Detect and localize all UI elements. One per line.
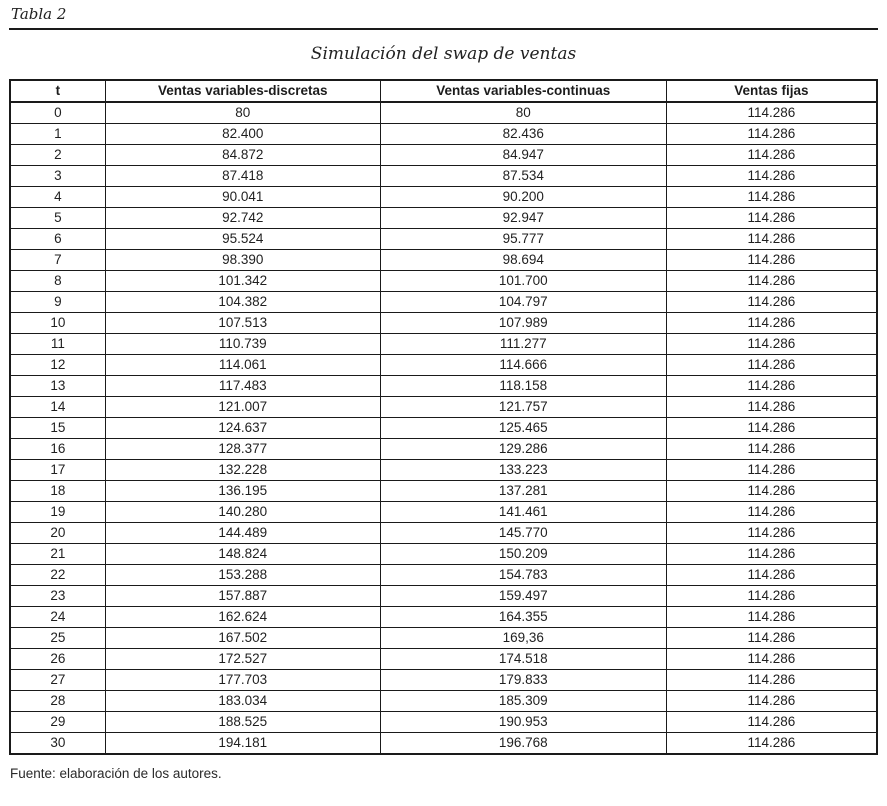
cell-ventas-fijas: 114.286	[666, 565, 877, 586]
cell-t: 13	[10, 376, 105, 397]
cell-ventas-variables-continuas: 107.989	[380, 313, 666, 334]
table-row	[10, 502, 877, 523]
cell-ventas-variables-discretas: 136.195	[105, 481, 380, 502]
cell-ventas-variables-discretas: 188.525	[105, 712, 380, 733]
cell-ventas-variables-discretas: 90.041	[105, 187, 380, 208]
table-row	[10, 124, 877, 145]
cell-t: 19	[10, 502, 105, 523]
cell-t: 27	[10, 670, 105, 691]
cell-t: 23	[10, 586, 105, 607]
cell-ventas-fijas: 114.286	[666, 649, 877, 670]
cell-ventas-variables-continuas: 196.768	[380, 733, 666, 755]
table-title: Simulación del swap de ventas	[310, 44, 577, 64]
cell-ventas-variables-discretas: 183.034	[105, 691, 380, 712]
table-row	[10, 313, 877, 334]
cell-ventas-variables-continuas: 133.223	[380, 460, 666, 481]
cell-ventas-variables-continuas: 145.770	[380, 523, 666, 544]
cell-t: 20	[10, 523, 105, 544]
cell-ventas-variables-discretas: 128.377	[105, 439, 380, 460]
cell-ventas-variables-discretas: 84.872	[105, 145, 380, 166]
cell-t: 30	[10, 733, 105, 755]
column-header-ventas-fijas: Ventas fijas	[666, 80, 877, 102]
cell-ventas-variables-continuas: 129.286	[380, 439, 666, 460]
cell-t: 11	[10, 334, 105, 355]
cell-t: 29	[10, 712, 105, 733]
cell-ventas-variables-continuas: 98.694	[380, 250, 666, 271]
cell-ventas-variables-continuas: 104.797	[380, 292, 666, 313]
table-row	[10, 208, 877, 229]
table-row	[10, 292, 877, 313]
cell-ventas-variables-discretas: 110.739	[105, 334, 380, 355]
cell-t: 3	[10, 166, 105, 187]
cell-ventas-fijas: 114.286	[666, 102, 877, 124]
cell-ventas-fijas: 114.286	[666, 523, 877, 544]
cell-ventas-variables-discretas: 87.418	[105, 166, 380, 187]
cell-t: 21	[10, 544, 105, 565]
table-row	[10, 376, 877, 397]
cell-ventas-variables-continuas: 125.465	[380, 418, 666, 439]
cell-ventas-fijas: 114.286	[666, 229, 877, 250]
cell-ventas-variables-continuas: 150.209	[380, 544, 666, 565]
cell-ventas-fijas: 114.286	[666, 334, 877, 355]
simulation-table	[9, 79, 878, 755]
cell-ventas-variables-discretas: 101.342	[105, 271, 380, 292]
cell-t: 15	[10, 418, 105, 439]
cell-ventas-variables-continuas: 179.833	[380, 670, 666, 691]
table-row	[10, 586, 877, 607]
cell-ventas-variables-discretas: 167.502	[105, 628, 380, 649]
table-row	[10, 670, 877, 691]
table-row	[10, 166, 877, 187]
table-row	[10, 355, 877, 376]
cell-t: 12	[10, 355, 105, 376]
cell-ventas-fijas: 114.286	[666, 712, 877, 733]
cell-t: 17	[10, 460, 105, 481]
cell-ventas-fijas: 114.286	[666, 250, 877, 271]
cell-ventas-fijas: 114.286	[666, 376, 877, 397]
cell-ventas-fijas: 114.286	[666, 544, 877, 565]
table-row	[10, 565, 877, 586]
cell-ventas-variables-continuas: 114.666	[380, 355, 666, 376]
cell-ventas-variables-continuas: 159.497	[380, 586, 666, 607]
cell-ventas-fijas: 114.286	[666, 313, 877, 334]
cell-ventas-variables-discretas: 82.400	[105, 124, 380, 145]
cell-t: 2	[10, 145, 105, 166]
cell-ventas-variables-continuas: 169,36	[380, 628, 666, 649]
cell-ventas-variables-discretas: 114.061	[105, 355, 380, 376]
cell-ventas-variables-continuas: 87.534	[380, 166, 666, 187]
cell-ventas-fijas: 114.286	[666, 271, 877, 292]
cell-ventas-fijas: 114.286	[666, 733, 877, 755]
cell-t: 8	[10, 271, 105, 292]
cell-ventas-variables-continuas: 95.777	[380, 229, 666, 250]
cell-ventas-variables-continuas: 164.355	[380, 607, 666, 628]
cell-ventas-fijas: 114.286	[666, 145, 877, 166]
table-row	[10, 544, 877, 565]
cell-ventas-variables-continuas: 121.757	[380, 397, 666, 418]
cell-t: 14	[10, 397, 105, 418]
cell-ventas-variables-discretas: 194.181	[105, 733, 380, 755]
header-rule	[9, 28, 878, 30]
cell-ventas-variables-discretas: 172.527	[105, 649, 380, 670]
cell-t: 0	[10, 102, 105, 124]
cell-ventas-variables-continuas: 154.783	[380, 565, 666, 586]
cell-t: 22	[10, 565, 105, 586]
cell-ventas-fijas: 114.286	[666, 586, 877, 607]
cell-ventas-variables-discretas: 148.824	[105, 544, 380, 565]
cell-ventas-variables-continuas: 137.281	[380, 481, 666, 502]
cell-ventas-variables-continuas: 141.461	[380, 502, 666, 523]
cell-t: 26	[10, 649, 105, 670]
table-row	[10, 460, 877, 481]
cell-ventas-variables-discretas: 124.637	[105, 418, 380, 439]
table-row	[10, 628, 877, 649]
cell-t: 5	[10, 208, 105, 229]
cell-ventas-variables-discretas: 132.228	[105, 460, 380, 481]
cell-ventas-fijas: 114.286	[666, 187, 877, 208]
cell-ventas-variables-discretas: 140.280	[105, 502, 380, 523]
cell-ventas-variables-discretas: 104.382	[105, 292, 380, 313]
cell-t: 7	[10, 250, 105, 271]
cell-ventas-variables-continuas: 118.158	[380, 376, 666, 397]
table-row	[10, 250, 877, 271]
cell-ventas-variables-discretas: 177.703	[105, 670, 380, 691]
table-header-row	[10, 80, 877, 102]
cell-t: 4	[10, 187, 105, 208]
cell-ventas-variables-continuas: 90.200	[380, 187, 666, 208]
table-row	[10, 649, 877, 670]
table-row	[10, 481, 877, 502]
cell-ventas-variables-discretas: 144.489	[105, 523, 380, 544]
cell-t: 25	[10, 628, 105, 649]
cell-ventas-variables-continuas: 92.947	[380, 208, 666, 229]
table-row	[10, 439, 877, 460]
cell-ventas-variables-continuas: 80	[380, 102, 666, 124]
cell-t: 24	[10, 607, 105, 628]
cell-t: 16	[10, 439, 105, 460]
cell-ventas-variables-discretas: 92.742	[105, 208, 380, 229]
cell-t: 6	[10, 229, 105, 250]
cell-ventas-variables-continuas: 84.947	[380, 145, 666, 166]
cell-ventas-fijas: 114.286	[666, 292, 877, 313]
cell-ventas-fijas: 114.286	[666, 670, 877, 691]
table-row	[10, 334, 877, 355]
table-row	[10, 187, 877, 208]
cell-ventas-fijas: 114.286	[666, 418, 877, 439]
table-row	[10, 712, 877, 733]
cell-ventas-variables-discretas: 153.288	[105, 565, 380, 586]
cell-ventas-variables-continuas: 185.309	[380, 691, 666, 712]
cell-ventas-variables-discretas: 95.524	[105, 229, 380, 250]
cell-ventas-fijas: 114.286	[666, 628, 877, 649]
cell-ventas-variables-discretas: 121.007	[105, 397, 380, 418]
cell-ventas-variables-discretas: 162.624	[105, 607, 380, 628]
cell-t: 10	[10, 313, 105, 334]
cell-ventas-fijas: 114.286	[666, 481, 877, 502]
table-row	[10, 229, 877, 250]
cell-t: 18	[10, 481, 105, 502]
table-row	[10, 271, 877, 292]
table-row	[10, 523, 877, 544]
cell-ventas-fijas: 114.286	[666, 607, 877, 628]
table-row	[10, 733, 877, 755]
table-row	[10, 418, 877, 439]
cell-ventas-variables-continuas: 190.953	[380, 712, 666, 733]
cell-ventas-variables-discretas: 157.887	[105, 586, 380, 607]
column-header-ventas-variables-discretas: Ventas variables-discretas	[105, 80, 380, 102]
cell-ventas-fijas: 114.286	[666, 397, 877, 418]
cell-ventas-variables-discretas: 117.483	[105, 376, 380, 397]
cell-t: 28	[10, 691, 105, 712]
cell-ventas-variables-discretas: 107.513	[105, 313, 380, 334]
table-row	[10, 145, 877, 166]
cell-ventas-fijas: 114.286	[666, 124, 877, 145]
table-row	[10, 607, 877, 628]
cell-t: 1	[10, 124, 105, 145]
cell-ventas-variables-discretas: 80	[105, 102, 380, 124]
cell-ventas-fijas: 114.286	[666, 691, 877, 712]
table-body	[10, 102, 877, 754]
cell-ventas-fijas: 114.286	[666, 208, 877, 229]
cell-ventas-fijas: 114.286	[666, 502, 877, 523]
cell-ventas-variables-continuas: 82.436	[380, 124, 666, 145]
cell-ventas-variables-continuas: 101.700	[380, 271, 666, 292]
cell-ventas-fijas: 114.286	[666, 166, 877, 187]
table-row	[10, 691, 877, 712]
source-note: Fuente: elaboración de los autores.	[10, 766, 222, 781]
cell-ventas-fijas: 114.286	[666, 460, 877, 481]
table-row	[10, 397, 877, 418]
column-header-ventas-variables-continuas: Ventas variables-continuas	[380, 80, 666, 102]
column-header-t: t	[10, 80, 105, 102]
cell-ventas-fijas: 114.286	[666, 439, 877, 460]
table-row	[10, 102, 877, 124]
cell-ventas-variables-discretas: 98.390	[105, 250, 380, 271]
table-header	[10, 80, 877, 102]
cell-ventas-variables-continuas: 174.518	[380, 649, 666, 670]
cell-t: 9	[10, 292, 105, 313]
cell-ventas-fijas: 114.286	[666, 355, 877, 376]
cell-ventas-variables-continuas: 111.277	[380, 334, 666, 355]
table-label: Tabla 2	[11, 5, 67, 23]
